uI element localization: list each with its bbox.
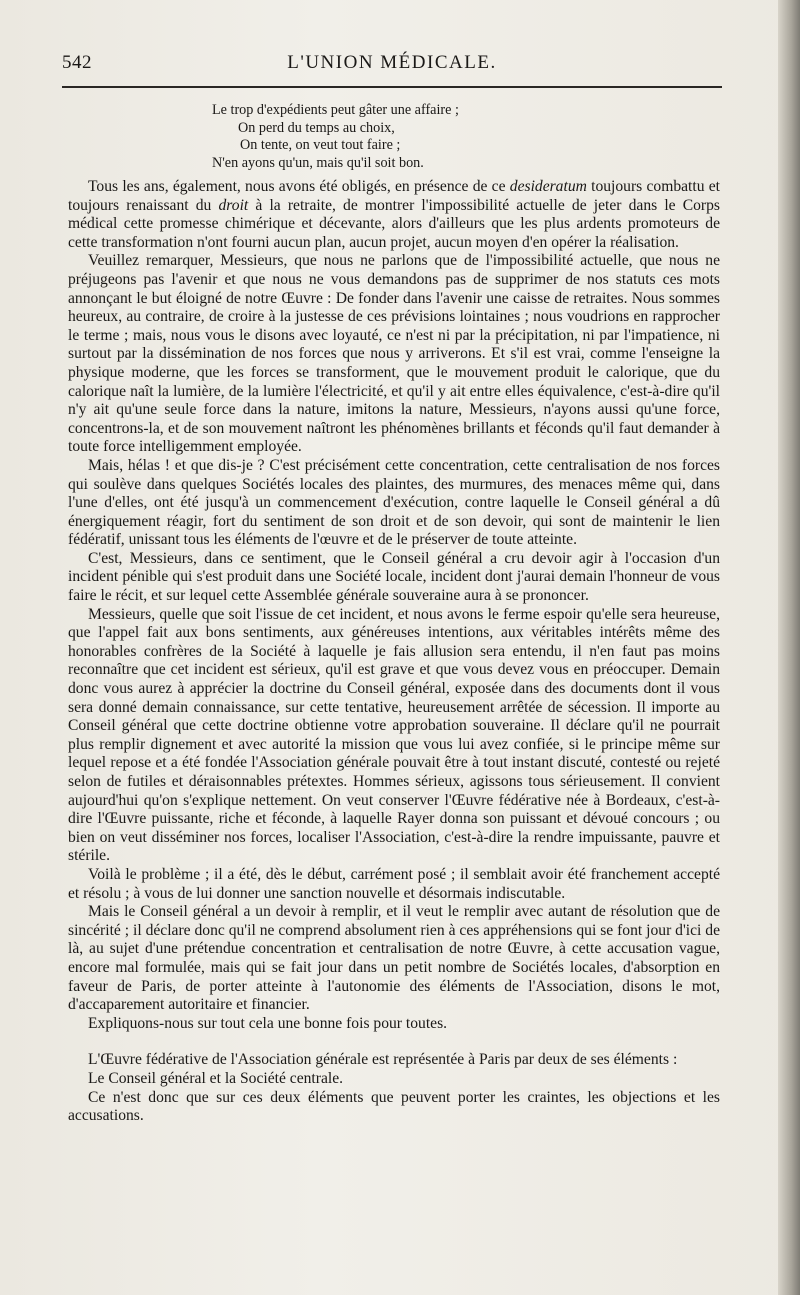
paragraph: L'Œuvre fédérative de l'Association générale est représentée à Paris par deux de ses éléments :	[88, 1051, 678, 1069]
paragraph-text: Tous les ans, également, nous avons été obligés, en présence de ce	[88, 178, 510, 195]
paragraph	[68, 178, 720, 252]
header-rule	[62, 86, 722, 88]
page-header	[62, 46, 722, 80]
running-title: L'UNION MÉDICALE.	[287, 52, 497, 73]
paragraph: C'est, Messieurs, dans ce sentiment, que le Conseil général a cru devoir agir à l'occasion d'un incident pénible qui s'est produit dans une Société locale, incident dont j'aurai demain l'honneur de vous faire le récit, et sur lequel cette Assemblée générale souveraine aura à se prononcer.	[68, 549, 720, 605]
paragraph: Ce n'est donc que sur ces deux éléments que peuvent porter les craintes, les objections et les accusations.	[68, 1088, 720, 1125]
verse-line: N'en ayons qu'un, mais qu'il soit bon.	[212, 154, 424, 171]
paragraph: Voilà le problème ; il a été, dès le début, carrément posé ; il semblait avoir été franchement accepté et résolu ; à vous de lui donner une sanction nouvelle et désormais indiscutable.	[68, 865, 720, 902]
paragraph: Mais le Conseil général a un devoir à remplir, et il veut le remplir avec autant de résolution que de sincérité ; il déclare donc qu'il ne comprend absolument rien à ces appréhensions qui se font jour d'ici de là, au sujet d'une prétendue concentration et centralisation de notre Œuvre, à cette accusation vague, encore mal formulée, mais qui se fait jour dans un petit nombre de Sociétés locales, d'absorption en faveur de Paris, de porter atteinte à l'autonomie des éléments de l'Association, disons le mot, d'accaparement autoritaire et financier.	[68, 903, 720, 1014]
epigraph-verse	[212, 102, 532, 172]
book-spine-shadow	[778, 0, 800, 1295]
verse-line: On tente, on veut tout faire ;	[240, 137, 401, 154]
page-number: 542	[62, 52, 92, 73]
paragraph: Mais, hélas ! et que dis-je ? C'est précisément cette concentration, cette centralisation de nos forces qui soulève dans quelques Sociétés locales des plaintes, des murmures, des menaces même qui, dans l'une d'elles, ont été jusqu'à un commencement d'exécution, contre laquelle le Conseil général a dû énergiquement réagir, fort du sentiment de son droit et de son devoir, qui sont de maintenir le lien fédératif, unissant tous les éléments de l'œuvre et de le préserver de toute atteinte.	[68, 456, 720, 549]
paragraph-text: à la retraite, de montrer l'impossibilité actuelle de jeter dans le Corps médical cette promesse chimérique et décevante, alors d'ailleurs que les plus ardents promoteurs de cette transformation n'ont fourni aucun plan, aucun projet, aucun moyen d'en opérer la réalisation.	[68, 196, 720, 251]
italic-term: desideratum	[509, 178, 587, 195]
verse-line: Le trop d'expédients peut gâter une affaire ;	[212, 102, 459, 118]
paragraph: Messieurs, quelle que soit l'issue de cet incident, et nous avons le ferme espoir qu'elle sera heureuse, que l'appel fait aux bons sentiments, aux généreuses intentions, aux véritables intérêts même des honorables confrères de la Société à laquelle je fais allusion sera entendu, il n'en faut pas moins reconnaître que cet incident est sérieux, qu'il est grave et que vous devez vous en préoccuper. Demain donc vous aurez à apprécier la doctrine du Conseil général, exposée dans des documents dont il vous sera donné demain connaissance, sur cette tentative, heureusement arrêtée de sécession. Il importe au Conseil général que cette doctrine obtienne votre approbation souveraine. Il déclare qu'il ne pourrait plus remplir dignement et avec autorité la mission que vous lui avez confiée, si le principe même sur lequel repose et a été fondée l'Association générale pouvait être à tout instant discuté, contesté ou rejeté selon de futiles et déraisonnables prétextes. Hommes sérieux, agissons tous sérieusement. Il convient aujourd'hui qu'on s'explique nettement. On veut conserver l'Œuvre fédérative née à Bordeaux, c'est-à-dire l'Œuvre puissante, riche et féconde, à laquelle Rayer donna son puissant et dévoué concours ; ou bien on veut disséminer nos forces, localiser l'Association, c'est-à-dire la rendre impuissante, pauvre et stérile.	[68, 605, 720, 865]
paragraph: Expliquons-nous sur tout cela une bonne fois pour toutes.	[88, 1014, 448, 1032]
paragraph: Veuillez remarquer, Messieurs, que nous ne parlons que de l'impossibilité actuelle, que nous ne préjugeons pas l'avenir et que nous ne vous demandons pas de supprimer de nos statuts ces mots annonçant le but éloigné de notre Œuvre : De fonder dans l'avenir une caisse de retraites. Nous sommes heureux, au contraire, de croire à la justesse de ces prévisions lointaines ; nous voudrions en rapprocher le terme ; mais, nous vous le disons avec loyauté, ce n'est ni par la précipitation, ni par l'impatience, ni surtout par la dissémination de nos forces que nous y arriverons. Et s'il est vrai, comme l'enseigne la physique moderne, que les forces se transforment, que le mouvement produit le calorique, que du calorique naît la lumière, de la lumière l'électricité, et qu'il y ait entre elles équivalence, c'est-à-dire qu'il n'y ait qu'une seule force dans la nature, imitons la nature, Messieurs, n'ayons aussi qu'une force, concentrons-la, et de son mouvement naîtront les phénomènes brillants et féconds qu'il faut demander à toute force intelligemment employée.	[68, 252, 720, 456]
paragraph: Le Conseil général et la Société centrale.	[88, 1069, 344, 1087]
paragraph-text: toujours combattu et toujours renaissant du	[68, 178, 720, 214]
italic-term: droit	[218, 196, 249, 214]
body-text	[68, 178, 720, 1126]
verse-line: On perd du temps au choix,	[238, 119, 395, 136]
